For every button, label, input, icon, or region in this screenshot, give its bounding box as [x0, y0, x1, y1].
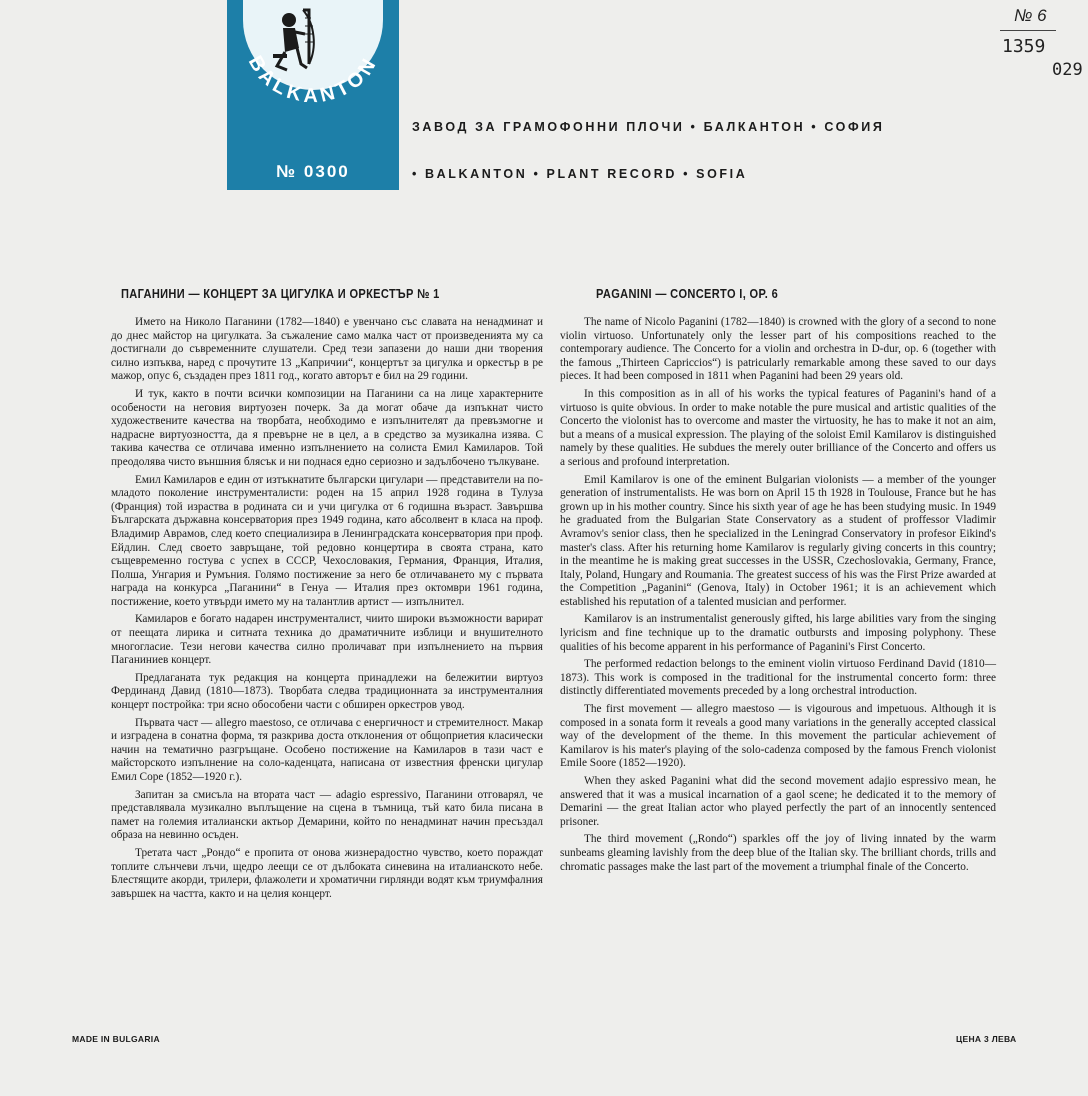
paragraph: Предлаганата тук редакция на концерта принадлежи на бележитии виртуоз Фердинанд Давид (1810—1873). Творбата следва традиционната за инструменталния концерт постройка: три ясно обособени части с обширен оркестров увод.: [111, 671, 543, 712]
title-english: PAGANINI — CONCERTO I, OP. 6: [596, 286, 779, 301]
paragraph: Запитан за смисъла на втората част — adagio espressivo, Паганини отговарял, че представлявала музикално въплъщение на сцена в тъмница, тъй като била писана в памет на големия италиански актьор Демарини, който по ненадминат начин пресъздал образа на невинно осъден.: [111, 788, 543, 842]
paragraph: Емил Камиларов е един от изтъкнатите български цигулари — представители на по-младото поколение инструменталисти: роден на 15 април 1928 година в Тулуза (Франция) той израства в родината си и учи цигулка от 6 годишна възраст. Завършва Българската държавна консерватория през 1949 година, като абсолвент в класа на проф. Владимир Аврамов, след което специализира в Ленинградската консерватория при проф. Ейдлин. След своето завръщане, той редовно концертира в своята страна, като същевременно гостува с успех в СССР, Чехословакия, Германия, Франция, Италия, Полша, Унгария и Румъния. Голямо постижение за него бе отличаването му с първата награда на конкурса „Паганини“ в Генуа — Италия през октомври 1961 година, постижение, което утвърди името му на талантлив артист — изпълнител.: [111, 473, 543, 608]
paragraph: Третата част „Рондо“ е пропита от онова жизнерадостно чувство, което пораждат топлите слънчеви лъчи, щедро леещи се от дълбоката синевина на италианското небе. Блестящите акорди, трилери, флажолети и хроматични гирлянди водят към триумфалния завършек на частта, както и на целия концерт.: [111, 846, 543, 900]
paragraph: Първата част — allegro maestoso, се отличава с енергичност и стремителност. Макар и изградена в сонатна форма, тя разкрива доста отклонения от общоприетия класически начин на тематично разгръщане. Особено постижение на Камиларов в тази част е майсторското изпълнение на солo-каденцата, написана от известния френски цигулар Емил Соре (1852—1920 г.).: [111, 716, 543, 783]
catalog-number: № 0300: [276, 162, 350, 181]
paragraph: Името на Николо Паганини (1782—1840) е увенчано със славата на ненадминат и до днес майстор на цигулката. За съжаление само малка част от произведенията му са достигнали до съвременните слушатели. Сред тези запазени до наши дни творения силно изпъква, наред с прочутите 13 „Капричии“, концертът за цигулка и оркестър в ре мажор, опус 6, създаден през 1811 год., когато авторът е бил на 29 години.: [111, 316, 543, 383]
paragraph: Emil Kamilarov is one of the eminent Bulgarian violonists — a member of the younger generation of instrumentalists. He was born on April 15 th 1928 in Toulouse, France but he has grown up in his mother country. Since his sixth year of age he has been studying music. In 1949 he graduated from the Bulgarian State Conservatory as a student of proffessor Vladimir Avramov's senior class, then he specialized in the Leningrad Conservatory in profesor Eikind's master's class. After his returning home Kamilarov is regularly giving concerts in this country; in the meantime he is making great successes in the USSR, Czechoslovakia, Germany, France, Italy, Poland, Hungary and Roumania. The greatest success of his was the First Prize awarded at the Competition „Paganini“ (Genova, Italy) in October 1961; it is an achievement which established his reputation of a talented musician and performer.: [560, 473, 996, 608]
price-label: ЦЕНА 3 ЛЕВА: [956, 1034, 1017, 1044]
text-column-english: [560, 316, 996, 878]
paragraph: In this composition as in all of his works the typical features of Paganini's hand of a virtuoso is quite obvious. In order to make notable the pure musical and artistic qualities of the Concerto the violonist has to overcome and master the virtuosity, he has to make it not an aim, but a means of a musical expression. The playing of the soloist Emil Kamilarov is distinguished namely by these qualities. He subdues the merely outer brilliance of the Concerto and offers us a serious and profound interpretation.: [560, 387, 996, 468]
handwritten-number: 1359: [1002, 36, 1046, 57]
paragraph: The name of Nicolo Paganini (1782—1840) is crowned with the glory of a second to none violin virtuoso. Unfortunately only the lesser part of his compositions reached to the contemporary audience. The Concerto for a violin and orchestra in D-dur, op. 6 (together with the famous „Thirteen Capriccios“) is patricularly remarkable among these saved to our days pieces. It had been composed in 1811 when Paganini had been 29 years old.: [560, 316, 996, 383]
logo-brand-text: BALKANTON: [243, 52, 383, 108]
paragraph: Камиларов е богато надарен инструменталист, чиито широки възможности варират от пеещата лирика и ситната техника до драматичните изблици и внушителното многогласие. Тези негови качества силно проличават при изпълнението на първия Паганиниев концерт.: [111, 613, 543, 667]
paragraph: Kamilarov is an instrumentalist generously gifted, his large abilities vary from the singing lyricism and fine technique up to the dramatic outbursts and imposing polyphony. These qualities of his become apparent in his performance of Paganini's First Concerto.: [560, 613, 996, 653]
plant-name-en: • BALKANTON • PLANT RECORD • SOFIA: [412, 167, 748, 181]
paragraph: The performed redaction belongs to the eminent violin virtuoso Ferdinand David (1810—1873). This work is composed in the traditional for the instrumental concerto form: three distinctly differentiated movements preceded by a long orchestral introduction.: [560, 658, 996, 698]
paragraph: И тук, както в почти всички композиции на Паганини са на лице характерните особености на неговия виртуозен почерк. За да могат обаче да изпъкнат чисто художествените качества на творбата, необходимо е изпълнителят да превъзмогне и надрасне виртуозността, да я превърне не в цел, а в средство за музикална изява. С такива качества се отличава именно изпълнението на солиста Емил Камиларов. Той преодолява чисто външния блясък и ни поднася едно сериозно и задълбочено тълкуване.: [111, 387, 543, 468]
paragraph: The third movement („Rondo“) sparkles off the joy of living innated by the warm sunbeams gleaming lavishly from the deep blue of the Italian sky. The brilliant chords, trills and chromatic passages make the last part of the movement a triumphal finale of the Concerto.: [560, 833, 996, 873]
handwritten-code: 029: [1052, 60, 1083, 80]
paragraph: When they asked Paganini what did the second movement adajio espressivo mean, he answered that it was a musical incarnation of a gaol scene; he dedicated it to the memory of Demarini — the great Italian actor who played perfectly the part of an innocently sentenced prisoner.: [560, 775, 996, 828]
plant-name-bg: ЗАВОД ЗА ГРАМОФОННИ ПЛОЧИ • БАЛКАНТОН • СОФИЯ: [412, 120, 885, 134]
balkanton-logo: [227, 0, 399, 190]
title-bulgarian: ПАГАНИНИ — КОНЦЕРТ ЗА ЦИГУЛКА И ОРКЕСТЪР № 1: [121, 286, 440, 301]
made-in-label: MADE IN BULGARIA: [72, 1034, 160, 1044]
handwritten-mark: № 6: [1014, 6, 1047, 25]
paragraph: The first movement — allegro maestoso — is vigourous and impetuous. Although it is composed in a sonata form it reveals a good many variations in the generally accepted classical way of the development of the theme. In this movement the particular achievement of Kamilarov is his mater's playing of the solo-cadenza composed by the famous French violonist Emile Soore (1852—1920).: [560, 703, 996, 770]
svg-text:BALKANTON: [244, 52, 382, 107]
text-column-bulgarian: [111, 316, 543, 905]
handwritten-divider: [1000, 30, 1056, 31]
logo-brand-arc: [227, 0, 399, 130]
